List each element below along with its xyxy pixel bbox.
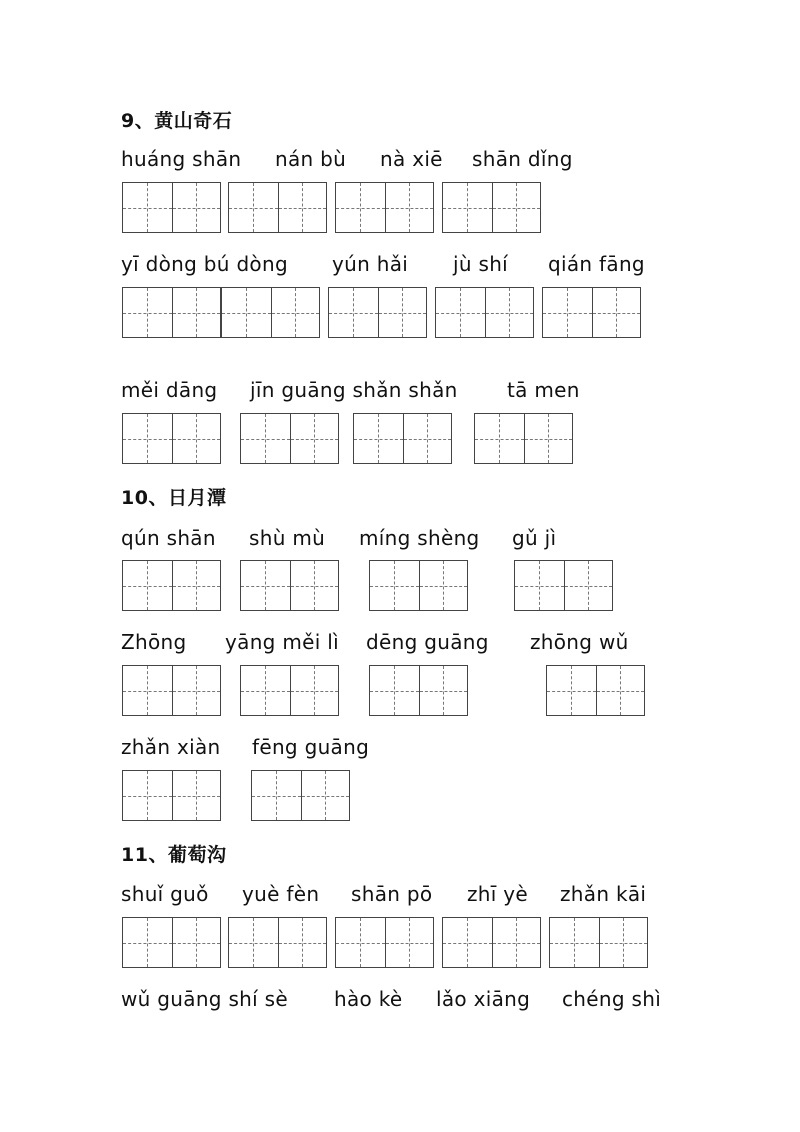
pinyin-label: dēng guāng bbox=[366, 630, 489, 654]
writing-grid[interactable] bbox=[328, 287, 427, 338]
grid-cell[interactable] bbox=[336, 183, 385, 232]
pinyin-label: yún hǎi bbox=[332, 252, 409, 276]
pinyin-label: yuè fèn bbox=[242, 882, 320, 906]
pinyin-label: chéng shì bbox=[562, 987, 662, 1011]
pinyin-label: huáng shān bbox=[121, 147, 242, 171]
grid-cell[interactable] bbox=[229, 183, 278, 232]
writing-grid[interactable] bbox=[221, 287, 320, 338]
writing-grid[interactable] bbox=[369, 665, 468, 716]
writing-grid[interactable] bbox=[122, 770, 221, 821]
pinyin-label: lǎo xiāng bbox=[436, 987, 531, 1011]
writing-grid[interactable] bbox=[353, 413, 452, 464]
writing-grid[interactable] bbox=[514, 560, 613, 611]
pinyin-label: qián fāng bbox=[548, 252, 645, 276]
pinyin-label: wǔ guāng shí sè bbox=[121, 987, 288, 1011]
writing-grid[interactable] bbox=[240, 665, 339, 716]
grid-cell[interactable] bbox=[123, 771, 172, 820]
pinyin-label: fēng guāng bbox=[252, 735, 370, 759]
grid-cell[interactable] bbox=[475, 414, 524, 463]
writing-grid[interactable] bbox=[228, 182, 327, 233]
grid-cell[interactable] bbox=[278, 183, 327, 232]
grid-cell[interactable] bbox=[172, 771, 221, 820]
pinyin-label: shù mù bbox=[249, 526, 326, 550]
grid-cell[interactable] bbox=[172, 414, 221, 463]
grid-cell[interactable] bbox=[550, 918, 599, 967]
grid-cell[interactable] bbox=[123, 183, 172, 232]
grid-cell[interactable] bbox=[241, 414, 290, 463]
pinyin-label: měi dāng bbox=[121, 378, 218, 402]
grid-cell[interactable] bbox=[419, 666, 468, 715]
writing-grid[interactable] bbox=[122, 560, 221, 611]
pinyin-label: jù shí bbox=[453, 252, 509, 276]
writing-grid[interactable] bbox=[369, 560, 468, 611]
pinyin-label: zhī yè bbox=[467, 882, 529, 906]
grid-cell[interactable] bbox=[443, 183, 492, 232]
grid-cell[interactable] bbox=[172, 183, 221, 232]
writing-grid[interactable] bbox=[549, 917, 648, 968]
grid-cell[interactable] bbox=[123, 918, 172, 967]
writing-grid[interactable] bbox=[122, 413, 221, 464]
grid-cell[interactable] bbox=[547, 666, 596, 715]
grid-cell[interactable] bbox=[403, 414, 452, 463]
grid-cell[interactable] bbox=[290, 561, 339, 610]
writing-grid[interactable] bbox=[240, 413, 339, 464]
grid-cell[interactable] bbox=[222, 288, 271, 337]
writing-grid[interactable] bbox=[122, 665, 221, 716]
pinyin-label: zhǎn xiàn bbox=[121, 735, 221, 759]
pinyin-label: nà xiē bbox=[380, 147, 443, 171]
grid-cell[interactable] bbox=[123, 288, 172, 337]
writing-grid[interactable] bbox=[542, 287, 641, 338]
pinyin-label: yāng měi lì bbox=[225, 630, 339, 654]
grid-cell[interactable] bbox=[229, 918, 278, 967]
grid-cell[interactable] bbox=[172, 288, 221, 337]
pinyin-label: shān pō bbox=[351, 882, 433, 906]
section-title: 11、葡萄沟 bbox=[121, 844, 227, 866]
writing-grid[interactable] bbox=[240, 560, 339, 611]
grid-cell[interactable] bbox=[524, 414, 573, 463]
grid-cell[interactable] bbox=[172, 666, 221, 715]
grid-cell[interactable] bbox=[378, 288, 427, 337]
writing-grid[interactable] bbox=[435, 287, 534, 338]
pinyin-label: Zhōng bbox=[121, 630, 187, 654]
grid-cell[interactable] bbox=[241, 666, 290, 715]
grid-cell[interactable] bbox=[123, 666, 172, 715]
pinyin-label: hào kè bbox=[334, 987, 403, 1011]
grid-cell[interactable] bbox=[290, 666, 339, 715]
grid-cell[interactable] bbox=[123, 414, 172, 463]
grid-cell[interactable] bbox=[354, 414, 403, 463]
pinyin-label: míng shèng bbox=[359, 526, 480, 550]
section-title: 10、日月潭 bbox=[121, 487, 227, 509]
pinyin-label: shān dǐng bbox=[472, 147, 573, 171]
writing-grid[interactable] bbox=[122, 917, 221, 968]
grid-cell[interactable] bbox=[419, 561, 468, 610]
pinyin-label: qún shān bbox=[121, 526, 216, 550]
pinyin-label: shuǐ guǒ bbox=[121, 882, 209, 906]
grid-cell[interactable] bbox=[596, 666, 645, 715]
grid-cell[interactable] bbox=[290, 414, 339, 463]
grid-cell[interactable] bbox=[172, 561, 221, 610]
pinyin-label: jīn guāng shǎn shǎn bbox=[250, 378, 458, 402]
pinyin-label: zhōng wǔ bbox=[530, 630, 629, 654]
grid-cell[interactable] bbox=[329, 288, 378, 337]
grid-cell[interactable] bbox=[385, 183, 434, 232]
grid-cell[interactable] bbox=[278, 918, 327, 967]
grid-cell[interactable] bbox=[492, 918, 541, 967]
grid-cell[interactable] bbox=[385, 918, 434, 967]
grid-cell[interactable] bbox=[443, 918, 492, 967]
pinyin-label: nán bù bbox=[275, 147, 347, 171]
writing-grid[interactable] bbox=[251, 770, 350, 821]
writing-grid[interactable] bbox=[122, 287, 221, 338]
grid-cell[interactable] bbox=[543, 288, 592, 337]
pinyin-label: gǔ jì bbox=[512, 526, 557, 550]
grid-cell[interactable] bbox=[123, 561, 172, 610]
grid-cell[interactable] bbox=[370, 561, 419, 610]
writing-grid[interactable] bbox=[442, 917, 541, 968]
grid-cell[interactable] bbox=[336, 918, 385, 967]
grid-cell[interactable] bbox=[252, 771, 301, 820]
grid-cell[interactable] bbox=[436, 288, 485, 337]
grid-cell[interactable] bbox=[492, 183, 541, 232]
grid-cell[interactable] bbox=[271, 288, 320, 337]
section-title: 9、黄山奇石 bbox=[121, 110, 233, 132]
grid-cell[interactable] bbox=[564, 561, 613, 610]
grid-cell[interactable] bbox=[172, 918, 221, 967]
writing-grid[interactable] bbox=[442, 182, 541, 233]
writing-grid[interactable] bbox=[335, 917, 434, 968]
writing-grid[interactable] bbox=[546, 665, 645, 716]
pinyin-label: yī dòng bú dòng bbox=[121, 252, 288, 276]
writing-grid[interactable] bbox=[335, 182, 434, 233]
grid-cell[interactable] bbox=[241, 561, 290, 610]
grid-cell[interactable] bbox=[370, 666, 419, 715]
grid-cell[interactable] bbox=[599, 918, 648, 967]
grid-cell[interactable] bbox=[301, 771, 350, 820]
writing-grid[interactable] bbox=[228, 917, 327, 968]
grid-cell[interactable] bbox=[592, 288, 641, 337]
pinyin-label: tā men bbox=[507, 378, 580, 402]
grid-cell[interactable] bbox=[485, 288, 534, 337]
writing-grid[interactable] bbox=[122, 182, 221, 233]
grid-cell[interactable] bbox=[515, 561, 564, 610]
pinyin-label: zhǎn kāi bbox=[560, 882, 647, 906]
writing-grid[interactable] bbox=[474, 413, 573, 464]
